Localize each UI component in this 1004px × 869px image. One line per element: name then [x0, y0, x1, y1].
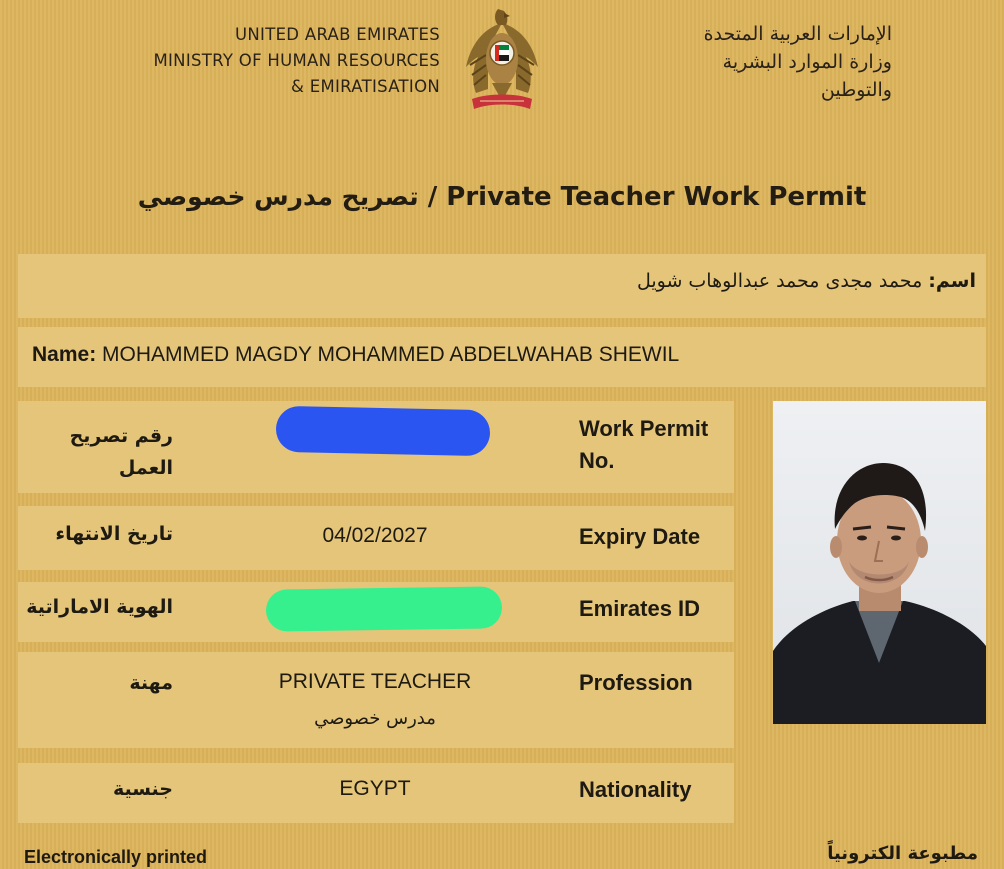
- profession-value-arabic: مدرس خصوصي: [314, 708, 436, 729]
- name-value-arabic: محمد مجدى محمد عبدالوهاب شويل: [636, 270, 923, 292]
- ministry-line-2: MINISTRY OF HUMAN RESOURCES: [153, 51, 440, 70]
- footer-electronically-printed: Electronically printed: [24, 847, 208, 867]
- expiry-date-value: 04/02/2027: [322, 524, 428, 547]
- name-label-english: Name:: [32, 343, 97, 366]
- ministry-name-arabic: [562, 20, 892, 104]
- profession-label-arabic: مهنة: [129, 672, 173, 694]
- name-label-arabic: اسم:: [928, 270, 976, 292]
- ministry-ar-line-2: وزارة الموارد البشرية: [722, 51, 892, 73]
- redaction-mark-emirates-id: [266, 586, 503, 631]
- nationality-label-english: Nationality: [579, 777, 692, 802]
- work-permit-no-label-arabic: [70, 420, 173, 484]
- emirates-id-label-english: Emirates ID: [579, 596, 701, 621]
- redaction-mark-permit-no: [276, 406, 491, 456]
- ministry-line-1: UNITED ARAB EMIRATES: [235, 25, 440, 44]
- nationality-label-arabic: جنسية: [112, 778, 173, 800]
- profession-label-english: Profession: [579, 670, 693, 695]
- holder-name-arabic: [637, 270, 976, 292]
- work-permit-no-label-english-line-1: Work Permit: [579, 416, 709, 441]
- person-portrait-icon: [773, 401, 986, 724]
- expiry-date-label-english: Expiry Date: [579, 524, 701, 549]
- work-permit-no-label-english: [579, 413, 708, 477]
- emirates-id-label-arabic: الهوية الاماراتية: [26, 596, 173, 618]
- expiry-date-label-arabic: تاريخ الانتهاء: [55, 523, 173, 545]
- work-permit-no-label-arabic-line-2: العمل: [118, 457, 173, 479]
- holder-photo: [773, 401, 986, 724]
- work-permit-no-label-english-line-2: No.: [579, 448, 615, 473]
- title-separator: /: [418, 182, 447, 212]
- ministry-line-3: & EMIRATISATION: [291, 77, 440, 96]
- ministry-ar-line-3: والتوطين: [820, 79, 892, 101]
- ministry-name-english: [110, 22, 440, 100]
- document-title: [0, 182, 1004, 212]
- document-title-english: Private Teacher Work Permit: [446, 182, 867, 212]
- holder-name-english: [32, 343, 679, 367]
- nationality-value: EGYPT: [339, 777, 411, 800]
- name-value-english: MOHAMMED MAGDY MOHAMMED ABDELWAHAB SHEWIL: [102, 343, 680, 366]
- uae-falcon-emblem-icon: [458, 5, 546, 113]
- ministry-ar-line-1: الإمارات العربية المتحدة: [703, 23, 892, 45]
- work-permit-no-label-arabic-line-1: رقم تصريح: [69, 425, 173, 447]
- profession-value: PRIVATE TEACHER: [278, 670, 472, 693]
- footer-electronically-printed-arabic: مطبوعة الكترونياً: [827, 843, 978, 864]
- document-title-arabic: تصريح مدرس خصوصي: [137, 182, 419, 211]
